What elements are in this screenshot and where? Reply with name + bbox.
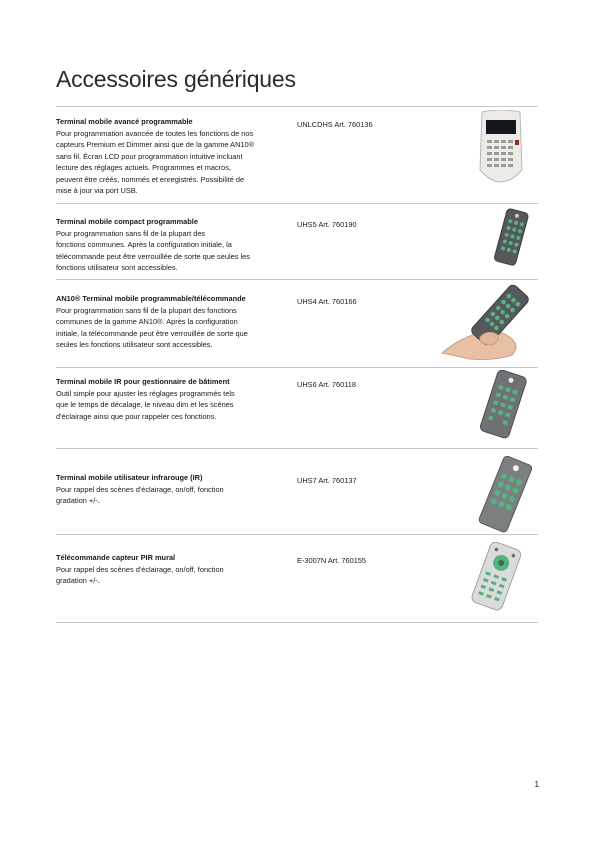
divider bbox=[56, 622, 538, 623]
ir-manager-remote-image bbox=[470, 370, 536, 440]
product-description-block bbox=[56, 116, 278, 197]
product-description-block bbox=[56, 216, 278, 274]
divider bbox=[56, 203, 538, 204]
product-name: Terminal mobile utilisateur infrarouge (IR) bbox=[56, 473, 203, 482]
lcd-screen bbox=[486, 120, 516, 134]
product-description-block bbox=[56, 472, 278, 507]
divider bbox=[56, 534, 538, 535]
divider bbox=[56, 106, 538, 107]
divider bbox=[56, 448, 538, 449]
product-reference: UHS6 Art. 760118 bbox=[297, 380, 357, 389]
divider bbox=[56, 367, 538, 368]
handheld-lcd-programmer-image bbox=[476, 110, 526, 190]
product-name: Télécommande capteur PIR mural bbox=[56, 553, 176, 562]
product-name: Terminal mobile compact programmable bbox=[56, 217, 198, 226]
product-reference: UHS5 Art. 760190 bbox=[297, 220, 357, 229]
product-name: Terminal mobile avancé programmable bbox=[56, 117, 193, 126]
product-description: Outil simple pour ajuster les réglages programmés tels que le temps de décalage, le niveau dim et les scènes d'éclairage ainsi que pour rappeler ces fonctions. bbox=[56, 388, 235, 421]
product-description-block bbox=[56, 552, 278, 587]
pir-wall-remote-image bbox=[460, 542, 532, 612]
ir-user-remote-image bbox=[470, 456, 540, 534]
product-name: Terminal mobile IR pour gestionnaire de bâtiment bbox=[56, 377, 230, 386]
product-description: Pour rappel des scènes d'éclairage, on/off, fonction gradation +/-. bbox=[56, 564, 224, 585]
product-reference: UHS4 Art. 760166 bbox=[297, 297, 357, 306]
product-name: AN10® Terminal mobile programmable/télécommande bbox=[56, 294, 246, 303]
product-reference: UNLCDHS Art. 760136 bbox=[297, 120, 373, 129]
page-number: 1 bbox=[534, 780, 539, 789]
product-description: Pour rappel des scènes d'éclairage, on/off, fonction gradation +/-. bbox=[56, 484, 224, 505]
compact-remote-image bbox=[488, 208, 534, 268]
page-title: Accessoires génériques bbox=[56, 66, 296, 92]
product-description-block bbox=[56, 293, 278, 351]
product-reference: UHS7 Art. 760137 bbox=[297, 476, 357, 485]
product-description-block bbox=[56, 376, 278, 422]
remote-in-hand-image bbox=[440, 281, 538, 361]
divider bbox=[56, 279, 538, 280]
product-description: Pour programmation sans fil de la plupart des fonctions communes de la gamme AN10®. Après la configuration initiale, la télécommande peut être verrouillée de sorte que seules les fonctions utilisateur sont accessibles. bbox=[56, 305, 248, 349]
product-description: Pour programmation avancée de toutes les fonctions de nos capteurs Premium et Dimmer ainsi que de la gamme AN10® sans fil. Écran LCD pour programmation intuitive incluant lecture des réglages actuels. Programmes et macros, peuvent être créés, nommés et enregistrés. Possibilité de mise à jour via port USB. bbox=[56, 128, 255, 195]
product-description: Pour programmation sans fil de la plupart des fonctions communes. Après la configuration initiale, la télécommande peut être verrouillée de sorte que seules les fonctions utilisateur sont accessibles. bbox=[56, 228, 250, 272]
product-reference: E-3007N Art. 760155 bbox=[297, 556, 367, 565]
